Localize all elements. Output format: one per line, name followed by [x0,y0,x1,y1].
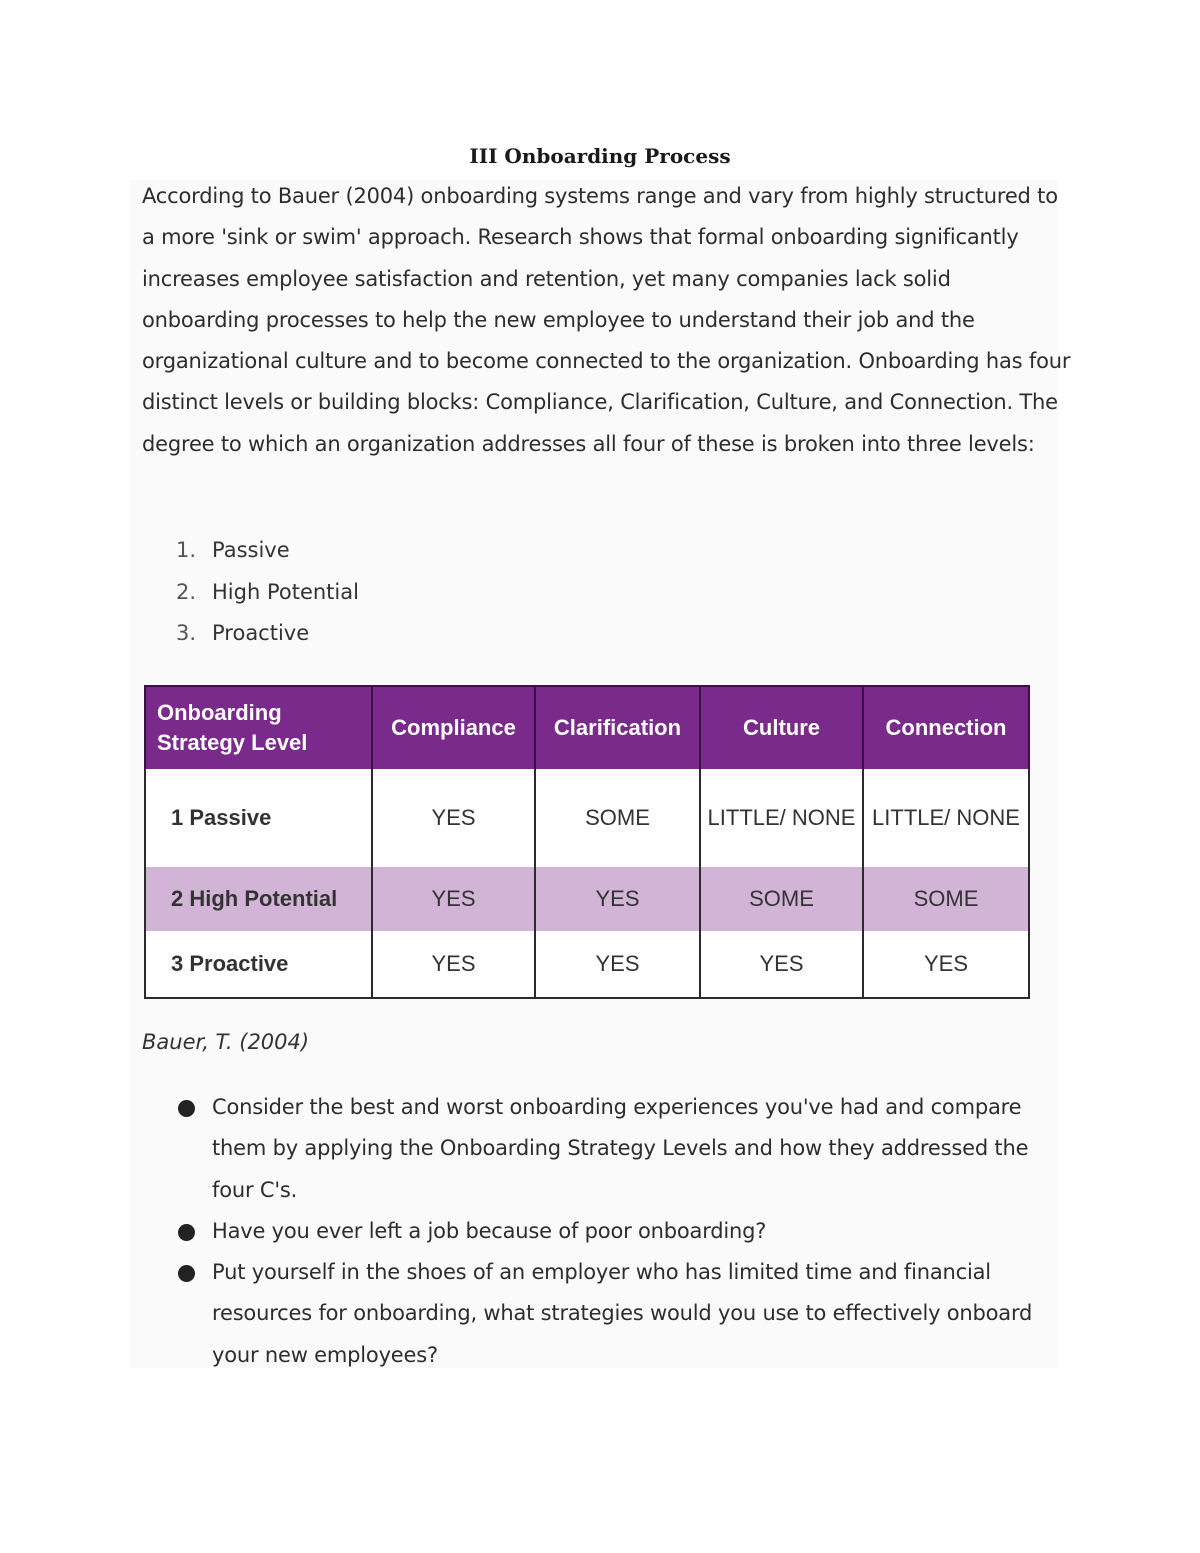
table-cell: YES [863,931,1029,998]
table-row [145,867,1029,931]
question-text: Put yourself in the shoes of an employer who has limited time and financial resources for onboarding, what strategies would you use to effectively onboard your new employees? [212,1260,1033,1367]
table-cell: SOME [700,867,863,931]
header-connection: Connection [863,686,1029,769]
table-cell: YES [535,931,700,998]
bullet-icon [178,1100,195,1117]
table-header-row [145,686,1029,769]
question-text: Have you ever left a job because of poor onboarding? [212,1218,767,1243]
table-cell: YES [700,931,863,998]
table-cell: LITTLE/ NONE [863,769,1029,867]
list-item [142,530,359,572]
list-item-label: Proactive [212,621,310,645]
table-cell-level: 2 High Potential [145,867,372,931]
table-cell: LITTLE/ NONE [700,769,863,867]
table-cell: YES [372,931,535,998]
questions-list [142,1087,1062,1376]
intro-paragraph: According to Bauer (2004) onboarding systems range and vary from highly structured to a more 'sink or swim' approach. Research shows that formal onboarding significantly increases employee satisfaction and retention, yet many companies lack solid onboarding processes to help the new employee to understand their job and the organizational culture and to become connected to the organization. Onboarding has four distinct levels or building blocks: Compliance, Clarification, Culture, and Connection. The degree to which an organization addresses all four of these is broken into three levels: [142,184,1071,456]
table-cell: YES [372,769,535,867]
list-item [142,1252,1062,1376]
table-cell-level: 1 Passive [145,769,372,867]
onboarding-strategy-table [144,685,1030,999]
header-culture: Culture [700,686,863,769]
bullet-icon [178,1265,195,1282]
question-text: Consider the best and worst onboarding experiences you've had and compare them by applying the Onboarding Strategy Levels and how they addressed the four C's. [212,1095,1029,1202]
levels-list [142,530,359,655]
bullet-icon [178,1224,195,1241]
page-title: III Onboarding Process [469,144,731,168]
list-item [142,1211,1062,1252]
list-item-label: High Potential [212,579,359,604]
table-cell: YES [372,867,535,931]
table-cell: SOME [535,769,700,867]
list-number: 3. [176,621,197,645]
table-row [145,931,1029,998]
citation: Bauer, T. (2004) [142,1030,310,1054]
list-number: 1. [176,538,197,562]
list-item [142,572,359,614]
list-number: 2. [176,579,197,604]
header-compliance: Compliance [372,686,535,769]
table-row [145,769,1029,867]
header-strategy-level: Onboarding Strategy Level [145,686,372,769]
list-item [142,1087,1062,1211]
table-cell: SOME [863,867,1029,931]
list-item [142,613,359,655]
table-cell-level: 3 Proactive [145,931,372,998]
header-clarification: Clarification [535,686,700,769]
list-item-label: Passive [212,538,290,562]
table-cell: YES [535,867,700,931]
